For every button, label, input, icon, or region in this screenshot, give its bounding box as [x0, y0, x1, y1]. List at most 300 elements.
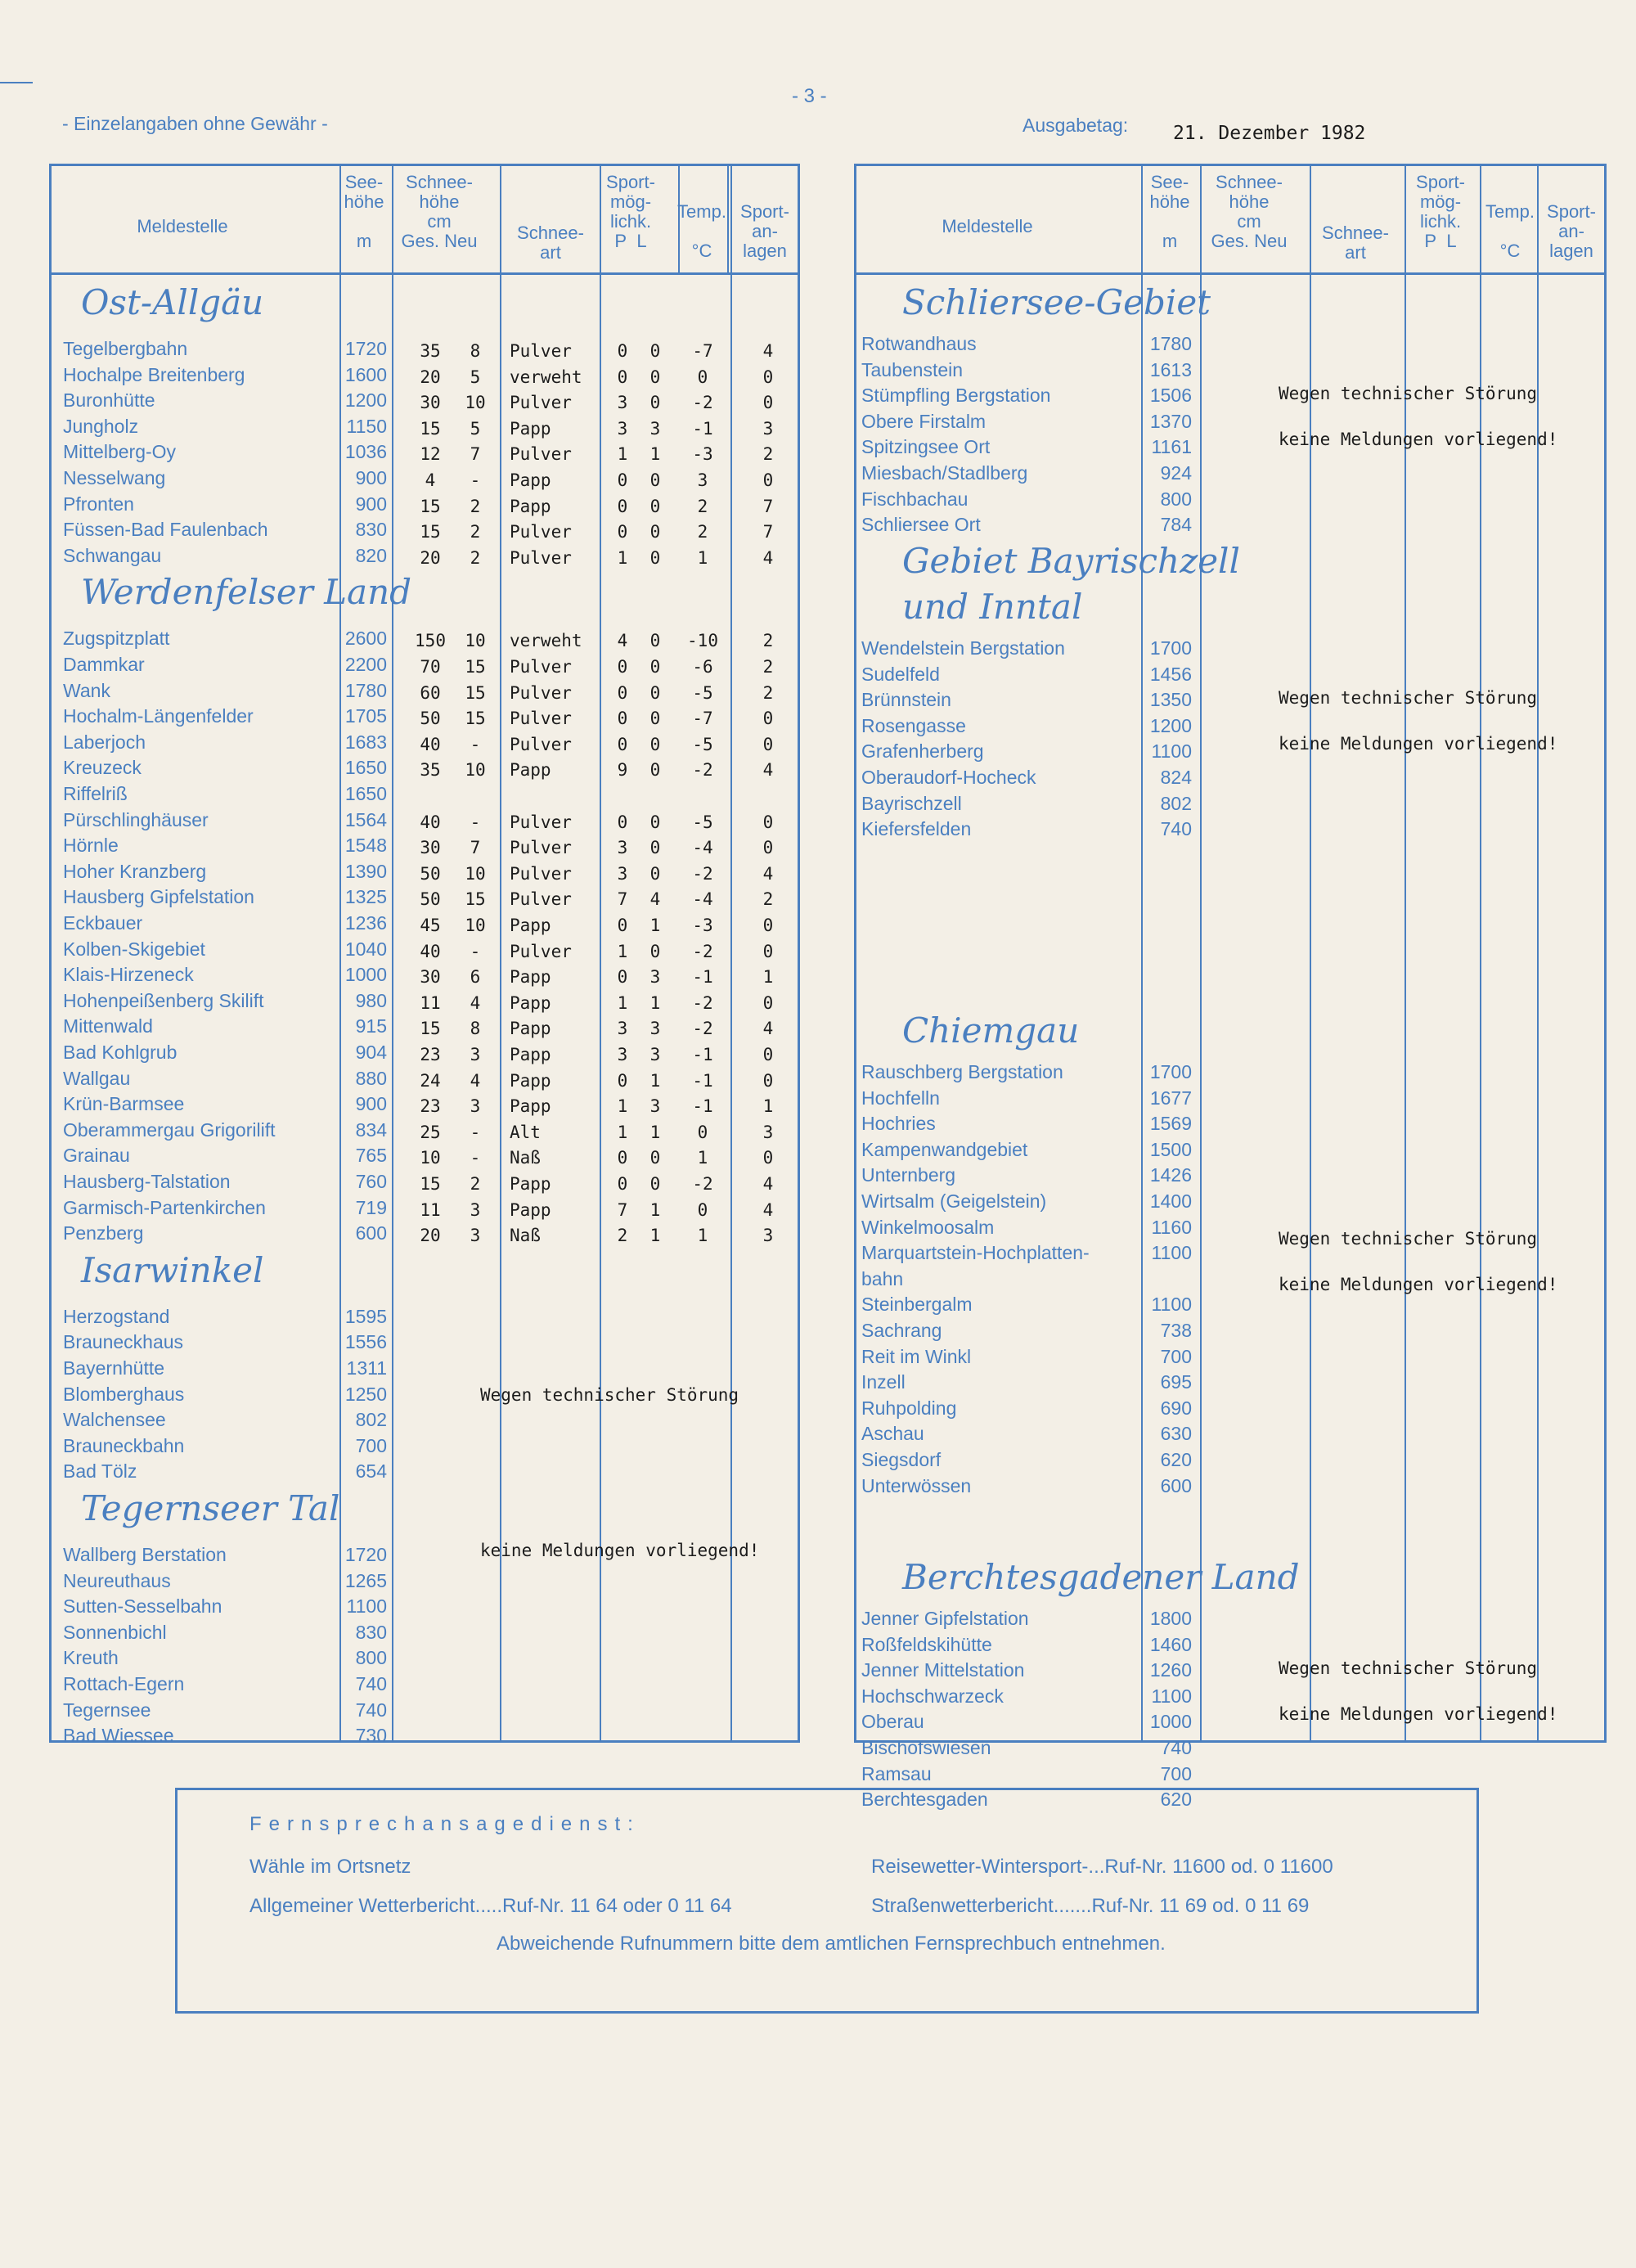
snow-new: 5 [470, 367, 481, 387]
sport-p: 0 [617, 1070, 628, 1091]
station-name: Garmisch-Partenkirchen [63, 1196, 266, 1218]
station-altitude: 1548 [344, 835, 387, 857]
station-altitude: 1325 [344, 886, 387, 908]
station-altitude: 1556 [344, 1331, 387, 1353]
snow-new: 4 [470, 1070, 481, 1091]
station-altitude: 620 [1160, 1449, 1192, 1470]
snow-total: 45 [420, 916, 441, 935]
station-name: Schwangau [63, 544, 162, 566]
station-name: Hörnle [63, 835, 119, 857]
station-altitude: 915 [355, 1015, 387, 1037]
facilities: 4 [762, 547, 774, 568]
station-name: Unterwössen [861, 1474, 972, 1496]
station-altitude: 730 [355, 1725, 387, 1747]
station-altitude: 1700 [1149, 1061, 1192, 1082]
column-rule [600, 166, 601, 1740]
station-name: Klais-Hirzeneck [63, 964, 194, 986]
temperature: -5 [692, 734, 713, 754]
sport-l: 3 [649, 1019, 661, 1039]
station-altitude: 1390 [344, 860, 387, 882]
station-name: Zugspitzplatt [63, 628, 170, 650]
snow-total: 50 [420, 863, 441, 884]
temperature: -2 [692, 863, 713, 884]
station-name: Hoher Kranzberg [63, 860, 207, 882]
region-heading: Berchtesgadener Land [902, 1557, 1300, 1597]
snow-type: Pulver [510, 734, 572, 754]
station-altitude: 900 [355, 493, 387, 515]
station-name: Marquartstein-Hochplatten- [861, 1242, 1090, 1264]
station-altitude: 1200 [344, 389, 387, 412]
station-name: Mittelberg-Oy [63, 441, 177, 463]
station-altitude: 760 [355, 1171, 387, 1192]
sport-p: 2 [617, 1226, 628, 1246]
snow-new: 3 [470, 1199, 481, 1220]
snow-total: 50 [420, 889, 441, 910]
station-name: Roßfeldskihütte [861, 1633, 992, 1655]
station-altitude: 2600 [344, 628, 387, 650]
temperature: -2 [692, 1174, 713, 1194]
status-note: Wegen technischer Störung [1279, 1228, 1538, 1249]
station-name: Hochries [861, 1113, 936, 1135]
status-note: Wegen technischer Störung [1279, 1658, 1538, 1679]
col-sport: Sport- mög- lichk. P L [606, 172, 655, 251]
sport-l: 3 [649, 1096, 661, 1117]
sport-l: 0 [649, 393, 661, 413]
snow-new: 10 [465, 863, 486, 884]
station-name: Hausberg-Talstation [63, 1171, 231, 1192]
station-name: Riffelriß [63, 783, 128, 804]
station-name: Unternberg [861, 1164, 956, 1186]
snow-new: 10 [465, 760, 486, 781]
sport-l: 4 [649, 889, 661, 910]
col-altitude: See- höhe m [1149, 172, 1190, 251]
status-note: Wegen technischer Störung [480, 1385, 739, 1405]
snow-type: Papp [510, 967, 551, 988]
station-name: Oberaudorf-Hocheck [861, 767, 1036, 788]
station-altitude: 800 [355, 1647, 387, 1669]
station-altitude: 740 [1160, 1737, 1192, 1758]
station-name: Taubenstein [861, 358, 964, 380]
temperature: -2 [692, 760, 713, 781]
region-heading: Gebiet Bayrischzell [902, 541, 1240, 581]
station-altitude: 1650 [344, 757, 387, 779]
snow-new: 4 [470, 992, 481, 1013]
station-altitude: 1265 [344, 1569, 387, 1591]
sport-p: 1 [617, 941, 628, 961]
table-header [856, 166, 1604, 275]
station-altitude: 1161 [1151, 436, 1192, 458]
station-altitude: 700 [1160, 1345, 1192, 1367]
sport-p: 3 [617, 1019, 628, 1039]
station-altitude: 1100 [1151, 740, 1192, 763]
station-name: Jenner Mittelstation [861, 1659, 1025, 1681]
station-name: Eckbauer [63, 912, 143, 934]
snow-total: 30 [420, 393, 441, 413]
station-name: Buronhütte [63, 389, 155, 412]
facilities: 0 [762, 916, 774, 935]
snow-type: Papp [510, 1045, 551, 1064]
station-name: Hochalm-Längenfelder [63, 705, 254, 727]
snow-total: 12 [420, 444, 441, 465]
temperature: -4 [692, 889, 713, 910]
facilities: 0 [762, 992, 774, 1013]
sport-p: 0 [617, 341, 628, 361]
facilities: 0 [762, 812, 774, 832]
station-name: Wank [63, 679, 110, 701]
station-name: Bad Wiessee [63, 1725, 174, 1747]
facilities: 4 [762, 760, 774, 781]
snow-type: Papp [510, 1019, 551, 1039]
sport-p: 3 [617, 863, 628, 884]
snow-total: 40 [420, 734, 441, 754]
snow-total: 30 [420, 967, 441, 988]
snow-total: 15 [420, 1019, 441, 1039]
station-name: Kreuzeck [63, 757, 142, 779]
sport-p: 0 [617, 812, 628, 832]
station-name: Bayernhütte [63, 1357, 165, 1379]
snow-type: Papp [510, 1096, 551, 1117]
temperature: -5 [692, 812, 713, 832]
station-altitude: 900 [355, 1093, 387, 1115]
snow-type: Papp [510, 916, 551, 935]
sport-l: 0 [649, 631, 661, 651]
right-table [854, 164, 1607, 1811]
snow-new: 5 [470, 418, 481, 439]
col-altitude: See- höhe m [344, 172, 384, 251]
snow-new: 15 [465, 682, 486, 703]
status-note: keine Meldungen vorliegend! [1279, 734, 1558, 754]
phone-title: Fernsprechansagedienst: [249, 1813, 640, 1835]
station-altitude: 830 [355, 1621, 387, 1643]
station-name: Laberjoch [63, 731, 146, 753]
station-altitude: 740 [1160, 818, 1192, 840]
station-name: Reit im Winkl [861, 1345, 972, 1367]
facilities: 0 [762, 838, 774, 858]
sport-l: 3 [649, 418, 661, 439]
station-altitude: 830 [355, 519, 387, 541]
col-snow-type: Schnee- art [517, 223, 584, 263]
column-rule [727, 166, 729, 272]
facilities: 4 [762, 863, 774, 884]
facilities: 0 [762, 367, 774, 387]
snow-new: 2 [470, 1174, 481, 1194]
region-heading: Werdenfelser Land [81, 572, 412, 613]
station-name: Jenner Gipfelstation [861, 1608, 1029, 1629]
snow-total: 4 [425, 470, 436, 490]
column-rule [1537, 166, 1539, 1740]
sport-p: 0 [617, 916, 628, 935]
station-name: Inzell [861, 1371, 906, 1393]
station-altitude: 1000 [344, 964, 387, 986]
station-name: Kolben-Skigebiet [63, 938, 205, 960]
temperature: -6 [692, 657, 713, 677]
station-altitude: 738 [1160, 1320, 1192, 1341]
station-name: Penzberg [63, 1222, 144, 1244]
column-rule [1200, 166, 1202, 1740]
snow-new: - [470, 470, 481, 490]
facilities: 4 [762, 1019, 774, 1039]
station-altitude: 700 [355, 1434, 387, 1456]
temperature: 0 [697, 1199, 708, 1220]
station-altitude: 1780 [344, 679, 387, 701]
station-name: Grafenherberg [861, 740, 984, 763]
station-name: Miesbach/Stadlberg [861, 462, 1028, 484]
station-name: Walchensee [63, 1409, 166, 1431]
region-heading: Schliersee-Gebiet [902, 282, 1211, 322]
sport-l: 1 [649, 992, 661, 1013]
station-name: Dammkar [63, 654, 145, 675]
sport-p: 0 [617, 1174, 628, 1194]
snow-total: 24 [420, 1070, 441, 1091]
station-altitude: 740 [355, 1673, 387, 1694]
station-name: Mittenwald [63, 1015, 153, 1037]
table-header [52, 166, 798, 275]
station-altitude: 1677 [1149, 1087, 1192, 1109]
station-name: Siegsdorf [861, 1449, 942, 1470]
temperature: -1 [692, 967, 713, 988]
temperature: 1 [697, 1148, 708, 1168]
station-altitude: 880 [355, 1067, 387, 1089]
sport-l: 1 [649, 444, 661, 465]
station-altitude: 784 [1160, 514, 1192, 536]
station-name: Wallgau [63, 1067, 131, 1089]
temperature: -1 [692, 1096, 713, 1117]
snow-new: 7 [470, 838, 481, 858]
sport-l: 0 [649, 709, 661, 729]
col-station: Meldestelle [137, 216, 228, 236]
left-table [49, 164, 800, 1747]
temperature: -4 [692, 838, 713, 858]
sport-l: 0 [649, 547, 661, 568]
station-name: Kampenwandgebiet [861, 1138, 1028, 1160]
sport-p: 1 [617, 1122, 628, 1142]
snow-new: 8 [470, 1019, 481, 1039]
snow-type: verweht [510, 367, 582, 387]
snow-total: 20 [420, 547, 441, 568]
facilities: 3 [762, 1122, 774, 1142]
snow-total: 60 [420, 682, 441, 703]
snow-type: Pulver [510, 657, 572, 677]
status-note: keine Meldungen vorliegend! [1279, 430, 1558, 450]
snow-type: Pulver [510, 941, 572, 961]
temperature: 0 [697, 367, 708, 387]
facilities: 0 [762, 1148, 774, 1168]
station-name: Oberammergau Grigorilift [63, 1118, 276, 1141]
station-name: Brauneckbahn [63, 1434, 185, 1456]
station-altitude: 1569 [1149, 1113, 1192, 1135]
station-altitude: 1506 [1149, 385, 1192, 407]
station-name: Tegelbergbahn [63, 338, 188, 359]
disclaimer: - Einzelangaben ohne Gewähr - [62, 113, 328, 134]
facilities: 4 [762, 1174, 774, 1194]
station-altitude: 1370 [1149, 410, 1192, 432]
sport-l: 0 [649, 863, 661, 884]
station-altitude: 1780 [1149, 333, 1192, 354]
station-name: Hohenpeißenberg Skilift [63, 989, 264, 1011]
sport-l: 0 [649, 1174, 661, 1194]
temperature: 2 [697, 496, 708, 516]
station-altitude: 1705 [344, 705, 387, 727]
facilities: 2 [762, 682, 774, 703]
snow-new: 2 [470, 522, 481, 542]
sport-p: 1 [617, 1096, 628, 1117]
station-altitude: 802 [1160, 792, 1192, 814]
station-name: Fischbachau [861, 488, 969, 510]
snow-type: Alt [510, 1122, 541, 1142]
snow-total: 23 [420, 1096, 441, 1117]
snow-total: 70 [420, 657, 441, 677]
region-heading: Isarwinkel [81, 1249, 264, 1290]
station-altitude: 1683 [344, 731, 387, 753]
station-name: Krün-Barmsee [63, 1093, 185, 1115]
station-name: Sonnenbichl [63, 1621, 167, 1643]
station-name: Hochschwarzeck [861, 1685, 1004, 1707]
page-number: - 3 - [792, 85, 827, 107]
sport-p: 3 [617, 1045, 628, 1064]
station-altitude: 1456 [1149, 663, 1192, 685]
snow-new: 15 [465, 889, 486, 910]
snow-new: 3 [470, 1226, 481, 1246]
sport-l: 0 [649, 470, 661, 490]
station-name: Rosengasse [861, 714, 966, 736]
col-sport: Sport- mög- lichk. P L [1416, 172, 1465, 251]
sport-p: 0 [617, 734, 628, 754]
col-facilities: Sport- an- lagen [1547, 201, 1596, 261]
station-name: Bischofswiesen [861, 1737, 991, 1758]
station-name: Herzogstand [63, 1305, 170, 1327]
facilities: 7 [762, 522, 774, 542]
station-altitude: 924 [1160, 462, 1192, 484]
station-name: Nesselwang [63, 467, 166, 488]
snow-type: Pulver [510, 838, 572, 858]
snow-new: - [470, 1122, 481, 1142]
sport-p: 0 [617, 682, 628, 703]
margin-tick [0, 82, 33, 83]
sport-p: 0 [617, 657, 628, 677]
snow-total: 150 [415, 631, 446, 651]
station-name: Sutten-Sesselbahn [63, 1595, 222, 1618]
snow-total: 20 [420, 1226, 441, 1246]
station-name: Grainau [63, 1145, 130, 1167]
snow-new: 10 [465, 393, 486, 413]
sport-l: 0 [649, 734, 661, 754]
status-note: Wegen technischer Störung [1279, 688, 1538, 709]
station-name: Brauneckhaus [63, 1331, 184, 1353]
sport-p: 0 [617, 367, 628, 387]
station-altitude: 1250 [344, 1383, 387, 1405]
station-name: Aschau [861, 1423, 924, 1445]
column-rule [678, 166, 680, 272]
station-altitude: 740 [355, 1699, 387, 1721]
temperature: -2 [692, 992, 713, 1013]
column-rule [500, 166, 501, 1740]
facilities: 0 [762, 941, 774, 961]
station-name: Steinbergalm [861, 1294, 973, 1316]
station-name: Schliersee Ort [861, 514, 981, 536]
station-altitude: 1100 [1151, 1685, 1192, 1707]
station-name: Hausberg Gipfelstation [63, 886, 254, 908]
sport-p: 1 [617, 444, 628, 465]
snow-total: 50 [420, 709, 441, 729]
snow-total: 11 [420, 992, 441, 1013]
sport-p: 4 [617, 631, 628, 651]
temperature: 1 [697, 547, 708, 568]
snow-type: Pulver [510, 863, 572, 884]
facilities: 0 [762, 709, 774, 729]
phone-dial-local: Wähle im Ortsnetz [249, 1856, 411, 1878]
station-altitude: 1200 [1149, 714, 1192, 736]
station-name: Pürschlinghäuser [63, 808, 209, 830]
snow-total: 40 [420, 941, 441, 961]
sport-p: 3 [617, 393, 628, 413]
phone-service-box [175, 1788, 1479, 2014]
snow-type: Pulver [510, 709, 572, 729]
station-name: Wendelstein Bergstation [861, 637, 1065, 659]
station-name: bahn [861, 1267, 904, 1289]
sport-l: 0 [649, 496, 661, 516]
station-name: Rotwandhaus [861, 333, 977, 354]
station-name: Berchtesgaden [861, 1789, 988, 1811]
snow-total: 15 [420, 522, 441, 542]
snow-total: 15 [420, 496, 441, 516]
sport-l: 1 [649, 1070, 661, 1091]
snow-new: 10 [465, 916, 486, 935]
sport-p: 9 [617, 760, 628, 781]
station-altitude: 1460 [1149, 1633, 1192, 1655]
station-altitude: 820 [355, 544, 387, 566]
station-altitude: 600 [1160, 1474, 1192, 1496]
station-altitude: 1426 [1149, 1164, 1192, 1186]
snow-new: 3 [470, 1045, 481, 1064]
region-heading: Tegernseer Tal [81, 1488, 340, 1528]
station-altitude: 1500 [1149, 1138, 1192, 1160]
column-rule [730, 166, 732, 1740]
snow-type: Pulver [510, 341, 572, 361]
snow-type: Pulver [510, 812, 572, 832]
sport-l: 0 [649, 941, 661, 961]
station-name: Bad Tölz [63, 1460, 137, 1483]
facilities: 7 [762, 496, 774, 516]
station-altitude: 630 [1160, 1423, 1192, 1445]
facilities: 1 [762, 1096, 774, 1117]
temperature: -7 [692, 709, 713, 729]
temperature: -3 [692, 916, 713, 935]
snow-new: - [470, 941, 481, 961]
station-altitude: 980 [355, 989, 387, 1011]
snow-total: 10 [420, 1148, 441, 1168]
station-name: Obere Firstalm [861, 410, 987, 432]
sport-p: 0 [617, 496, 628, 516]
station-altitude: 1400 [1149, 1190, 1192, 1212]
facilities: 2 [762, 657, 774, 677]
station-altitude: 2200 [344, 654, 387, 675]
snow-type: Pulver [510, 682, 572, 703]
station-name: Stümpfling Bergstation [861, 385, 1051, 407]
station-name: Tegernsee [63, 1699, 151, 1721]
col-snow-depth: Schnee- höhe cm Ges. Neu [1211, 172, 1288, 251]
station-name: Ramsau [861, 1762, 932, 1784]
temperature: -1 [692, 1070, 713, 1091]
facilities: 2 [762, 631, 774, 651]
snow-total: 40 [420, 812, 441, 832]
station-altitude: 1100 [1151, 1294, 1192, 1316]
sport-l: 0 [649, 760, 661, 781]
region-heading-2: und Inntal [902, 587, 1083, 627]
snow-total: 23 [420, 1045, 441, 1064]
snow-new: - [470, 1148, 481, 1168]
col-facilities: Sport- an- lagen [740, 201, 789, 261]
snow-new: 6 [470, 967, 481, 988]
